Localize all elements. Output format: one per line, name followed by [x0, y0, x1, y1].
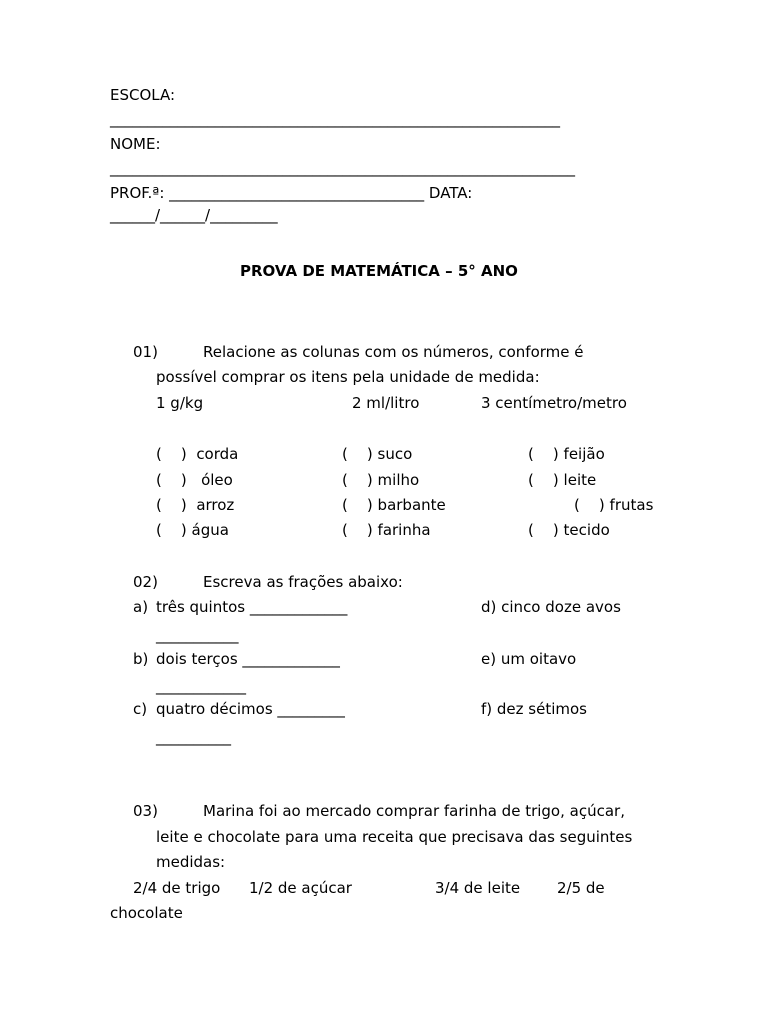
q2-blank: ___________ [156, 626, 239, 644]
q1-item: ( ) leite [528, 471, 597, 489]
q1-item: ( ) corda [156, 445, 239, 463]
q2-blank: __________ [156, 728, 231, 746]
q3-text: medidas: [156, 853, 226, 871]
q2-text: Escreva as frações abaixo: [203, 573, 403, 591]
q2-item: três quintos _____________ [156, 598, 348, 616]
q1-item: ( ) tecido [528, 521, 610, 539]
q1-item: ( ) óleo [156, 471, 233, 489]
prof-data-line: PROF.ª: __________________________________ DATA: [110, 184, 473, 202]
q1-number: 01) [133, 343, 158, 361]
escola-label: ESCOLA: [110, 86, 176, 104]
q1-unit: 1 g/kg [156, 394, 204, 412]
nome-line: ______________________________________________________________ [110, 159, 575, 177]
q1-text: possível comprar os itens pela unidade de medida: [156, 368, 540, 386]
page-title: PROVA DE MATEMÁTICA – 5° ANO [240, 262, 518, 280]
date-line: ______/______/_________ [110, 206, 278, 224]
q1-item: ( ) água [156, 521, 229, 539]
q1-item: ( ) farinha [342, 521, 431, 539]
q1-item: ( ) milho [342, 471, 420, 489]
q3-measure: chocolate [110, 904, 183, 922]
q3-measure: 2/5 de [557, 879, 605, 897]
q2-item: d) cinco doze avos [481, 598, 621, 616]
q2-item-label: a) [133, 598, 149, 616]
q2-item: quatro décimos _________ [156, 700, 345, 718]
q1-item: ( ) feijão [528, 445, 605, 463]
q3-text: Marina foi ao mercado comprar farinha de trigo, açúcar, [203, 802, 625, 820]
q3-measure: 1/2 de açúcar [249, 879, 352, 897]
q3-measure: 3/4 de leite [435, 879, 521, 897]
q3-text: leite e chocolate para uma receita que precisava das seguintes [156, 828, 633, 846]
q2-item: f) dez sétimos [481, 700, 587, 718]
q2-blank: ____________ [156, 677, 246, 695]
nome-label: NOME: [110, 135, 161, 153]
q2-item-label: b) [133, 650, 149, 668]
q1-text: Relacione as colunas com os números, conforme é [203, 343, 584, 361]
q1-unit: 3 centímetro/metro [481, 394, 627, 412]
q2-item: e) um oitavo [481, 650, 577, 668]
q3-number: 03) [133, 802, 158, 820]
q2-number: 02) [133, 573, 158, 591]
escola-line: ____________________________________________________________ [110, 110, 560, 128]
q1-item: ( ) suco [342, 445, 413, 463]
q1-unit: 2 ml/litro [352, 394, 420, 412]
q1-item: ( ) barbante [342, 496, 446, 514]
q1-item: ( ) arroz [156, 496, 235, 514]
q2-item: dois terços _____________ [156, 650, 340, 668]
q3-measure: 2/4 de trigo [133, 879, 221, 897]
q1-item: ( ) frutas [574, 496, 654, 514]
q2-item-label: c) [133, 700, 148, 718]
